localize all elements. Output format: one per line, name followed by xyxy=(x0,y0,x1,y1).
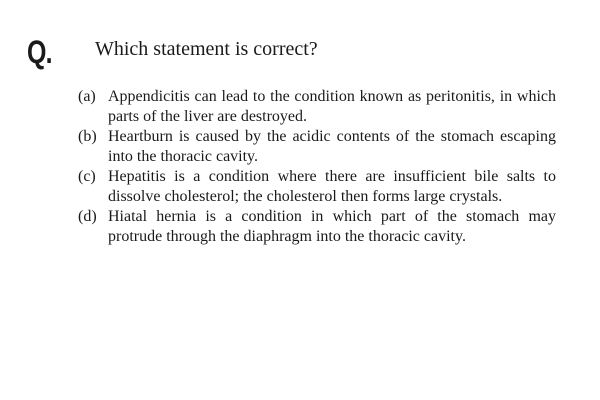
answer-options xyxy=(78,87,556,247)
option-c-letter: (c) xyxy=(78,168,96,185)
question-marker: Q. xyxy=(27,34,52,70)
option-b-letter: (b) xyxy=(78,128,97,145)
option-b-text: Heartburn is caused by the acidic contents of the stomach escaping into the thoracic cavity. xyxy=(108,128,556,165)
option-c-text: Hepatitis is a condition where there are insufficient bile salts to dissolve cholesterol; the cholesterol then forms large crystals. xyxy=(108,168,556,205)
option-c xyxy=(78,167,556,207)
option-a-text: Appendicitis can lead to the condition known as peritonitis, in which parts of the liver are destroyed. xyxy=(108,88,556,125)
option-d xyxy=(78,207,556,247)
option-d-text: Hiatal hernia is a condition in which part of the stomach may protrude through the diaphragm into the thoracic cavity. xyxy=(108,208,556,245)
option-b xyxy=(78,127,556,167)
option-a-letter: (a) xyxy=(78,88,96,105)
option-d-letter: (d) xyxy=(78,208,97,225)
question-prompt: Which statement is correct? xyxy=(95,38,318,60)
option-a xyxy=(78,87,556,127)
